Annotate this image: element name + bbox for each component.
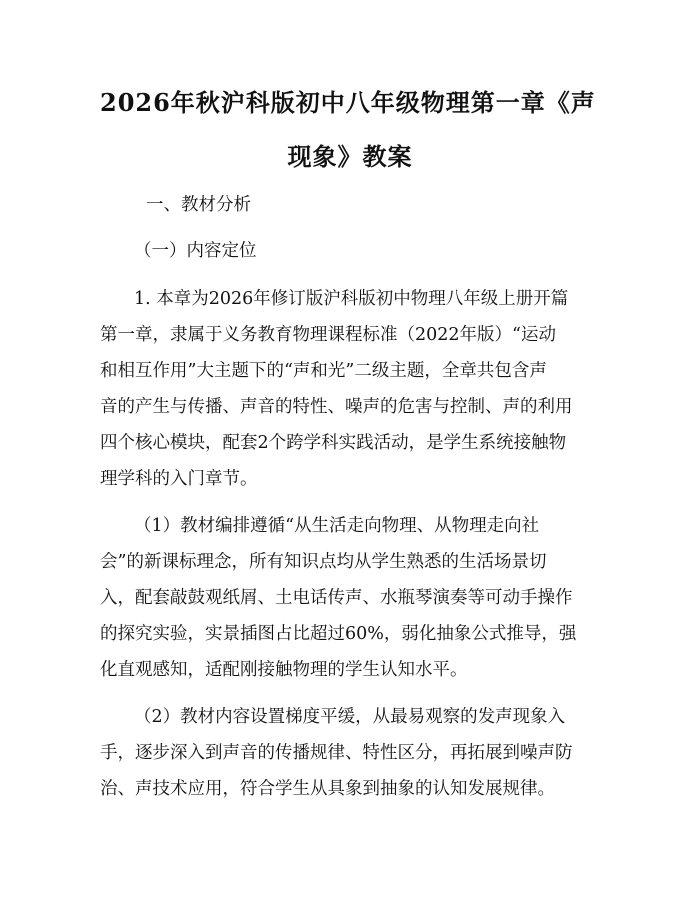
paragraph-1-line: 四个核心模块，配套2个跨学科实践活动，是学生系统接触物 xyxy=(100,433,567,453)
document-title-line-1: 2026年秋沪科版初中八年级物理第一章《声 xyxy=(100,88,596,117)
paragraph-1-line: 和相互作用”大主题下的“声和光”二级主题，全章共包含声 xyxy=(100,361,547,381)
paragraph-1-line: 理学科的入门章节。 xyxy=(100,469,258,489)
paragraph-3-line: 手，逐步深入到声音的传播规律、特性区分，再拓展到噪声防 xyxy=(100,743,573,763)
paragraph-2-line: 入，配套敲鼓观纸屑、土电话传声、水瓶琴演奏等可动手操作 xyxy=(100,588,573,608)
paragraph-3-line: 治、声技术应用，符合学生从具象到抽象的认知发展规律。 xyxy=(100,779,555,799)
paragraph-2-line: 的探究实验，实景插图占比超过60%，弱化抽象公式推导，强 xyxy=(100,624,577,644)
paragraph-2-line: （1）教材编排遵循“从生活走向物理、从物理走向社 xyxy=(134,516,540,536)
subsection-heading: （一）内容定位 xyxy=(134,241,257,261)
paragraph-2-line: 化直观感知，适配刚接触物理的学生认知水平。 xyxy=(100,660,468,680)
paragraph-2-line: 会”的新课标理念，所有知识点均从学生熟悉的生活场景切 xyxy=(100,552,547,572)
section-heading: 一、教材分析 xyxy=(146,195,251,215)
paragraph-3-line: （2）教材内容设置梯度平缓，从最易观察的发声现象入 xyxy=(134,707,566,727)
paragraph-1-line: 1. 本章为2026年修订版沪科版初中物理八年级上册开篇 xyxy=(134,289,569,309)
paragraph-1-line: 音的产生与传播、声音的特性、噪声的危害与控制、声的利用 xyxy=(100,397,573,417)
document-title-line-2: 现象》教案 xyxy=(287,142,413,171)
paragraph-1-line: 第一章，隶属于义务教育物理课程标准（2022年版）“运动 xyxy=(100,325,556,345)
